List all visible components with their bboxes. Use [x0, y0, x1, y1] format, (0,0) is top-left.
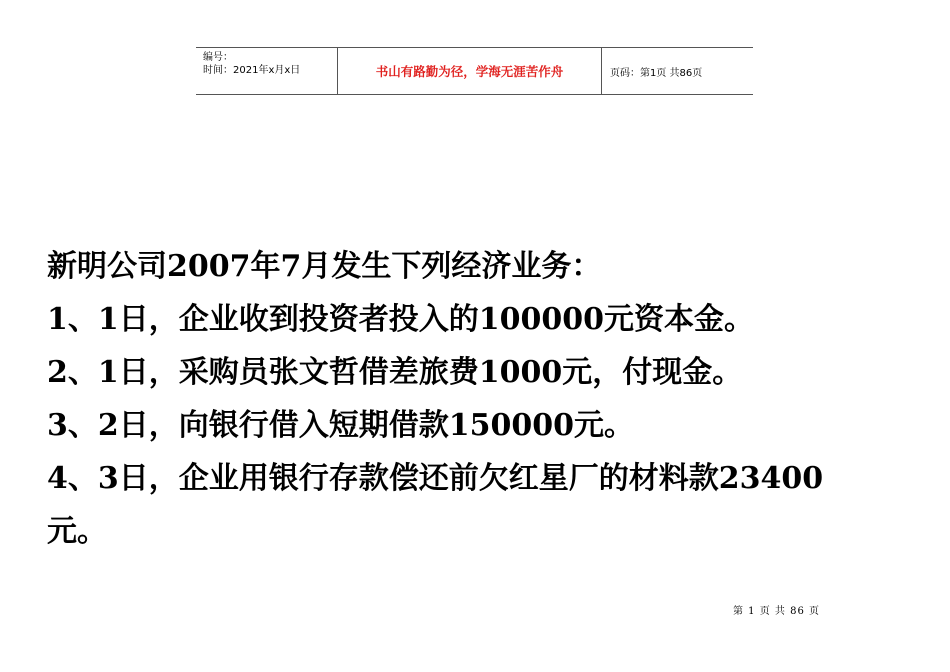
page-footer: 第 1 页 共 86 页 — [733, 606, 820, 617]
content-line-3: 3、2日，向银行借入短期借款150000元。 — [47, 408, 634, 443]
header-page-info: 页码：第1页 共86页 — [610, 67, 703, 79]
header-meta-cell — [196, 48, 338, 94]
main-content — [47, 240, 917, 558]
number-label: 编号： — [203, 52, 233, 63]
time-label: 时间：2021年x月x日 — [203, 65, 301, 76]
header-motto: 书山有路勤为径，学海无涯苦作舟 — [338, 48, 602, 94]
content-line-4: 4、3日，企业用银行存款偿还前欠红星厂的材料款23400 — [47, 461, 824, 496]
content-line-2: 2、1日，采购员张文哲借差旅费1000元，付现金。 — [47, 355, 743, 390]
content-line-1: 1、1日，企业收到投资者投入的100000元资本金。 — [47, 302, 754, 337]
content-line-title: 新明公司2007年7月发生下列经济业务： — [47, 249, 602, 284]
document-header — [196, 47, 753, 95]
content-line-4-cont: 元。 — [47, 514, 107, 549]
